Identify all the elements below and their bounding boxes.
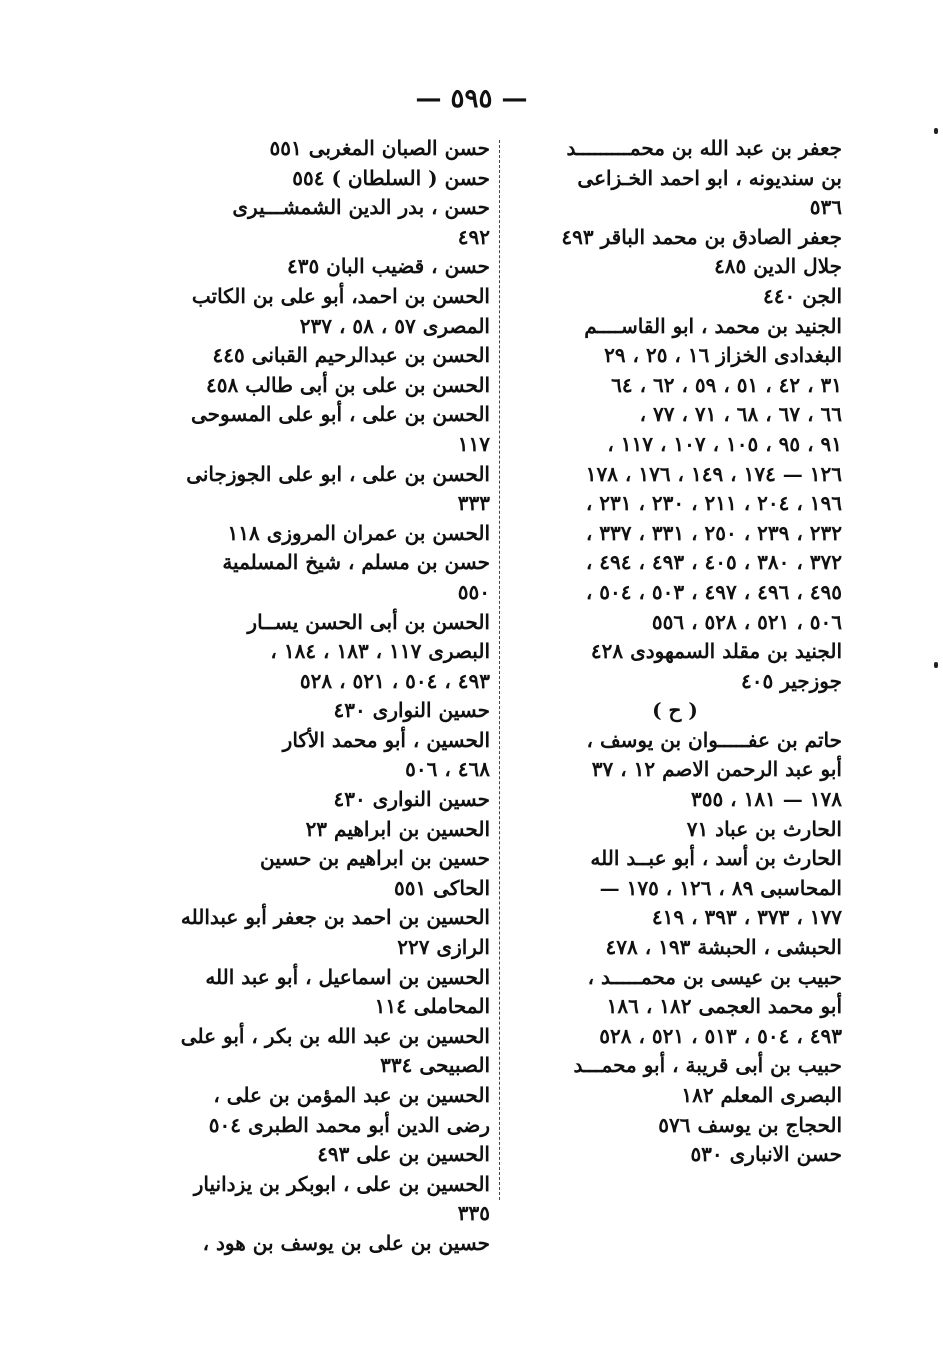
index-entry: حاتم بن عفـــــوان بن يوسف ، xyxy=(586,727,842,752)
index-entry: ٣١ ، ٤٢ ، ٥١ ، ٥٩ ، ٦٢ ، ٦٤ xyxy=(611,372,842,397)
index-entry: جعفر بن عبد الله بن محمـــــــــد xyxy=(566,136,842,160)
index-entry: الحبشى ، الحبشة ١٩٣ ، ٤٧٨ xyxy=(605,935,842,960)
index-entry: ٢٣٢ ، ٢٣٩ ، ٢٥٠ ، ٣٣١ ، ٣٣٧ ، xyxy=(585,520,842,545)
index-column-right xyxy=(508,134,842,1170)
index-entry: حبيب بن أبى قريبة ، أبو محمـــد xyxy=(573,1053,842,1078)
index-entry: الحسن بن عبدالرحيم القبانى ٤٤٥ xyxy=(212,343,490,368)
index-entry: الحارث بن عباد ٧١ xyxy=(686,816,842,841)
index-entry: ٤٩٥ ، ٤٩٦ ، ٤٩٧ ، ٥٠٣ ، ٥٠٤ ، xyxy=(585,579,842,604)
index-entry: جلال الدين ٤٨٥ xyxy=(714,254,842,279)
index-entry: الرازى ٢٢٧ xyxy=(397,935,490,960)
index-entry: حسن ( السلطان ) ٥٥٤ xyxy=(292,165,490,190)
index-entry: حبيب بن عيسى بن محمـــــد ، xyxy=(587,964,842,989)
index-entry: ٤٦٨ ، ٥٠٦ xyxy=(405,757,490,782)
index-entry: جوزجير ٤٠٥ xyxy=(741,668,842,693)
index-entry: المصرى ٥٧ ، ٥٨ ، ٢٣٧ xyxy=(299,313,490,338)
index-entry: ٦٦ ، ٦٧ ، ٦٨ ، ٧١ ، ٧٧ ، xyxy=(639,402,842,427)
index-entry: الحسين ، أبو محمد الأكار xyxy=(282,727,490,752)
index-entry: المحاسبى ٨٩ ، ١٢٦ ، ١٧٥ — xyxy=(599,875,842,900)
index-entry: الجنيد بن محمد ، ابو القاســــم xyxy=(584,313,842,338)
index-entry: الحسين بن عبد الله بن بكر ، أبو على xyxy=(180,1023,490,1048)
index-entry: حسن ، بدر الدين الشمشـــيرى xyxy=(232,195,490,220)
index-entry: الحسين بن اسماعيل ، أبو عبد الله xyxy=(205,964,490,989)
index-entry: ٥٣٦ xyxy=(809,195,842,220)
index-entry: الصبيحى ٣٣٤ xyxy=(380,1053,490,1078)
index-entry: الحسن بن أبى الحسن يســار xyxy=(247,609,490,634)
page-number: — ٥٩٥ — xyxy=(415,84,528,114)
index-entry: الحارث بن أسد ، أبو عبــد الله xyxy=(590,846,842,871)
index-entry: ٥٠٦ ، ٥٢١ ، ٥٢٨ ، ٥٥٦ xyxy=(651,609,842,634)
index-entry: الحسن بن عمران المروزى ١١٨ xyxy=(227,520,490,545)
index-entry: ٣٣٣ xyxy=(457,491,490,516)
index-entry: حسين بن على بن يوسف بن هود ، xyxy=(202,1230,490,1255)
index-entry: الحسين بن على ٤٩٣ xyxy=(317,1142,490,1167)
index-entry: أبو محمد العجمى ١٨٢ ، ١٨٦ xyxy=(606,994,842,1019)
index-entry: الحسين بن عبد المؤمن بن على ، xyxy=(213,1083,490,1107)
index-entry: البصرى ١١٧ ، ١٨٣ ، ١٨٤ ، xyxy=(270,639,490,664)
index-entry: ١٧٨ — ١٨١ ، ٣٥٥ xyxy=(690,787,842,812)
index-entry: الجنيد بن مقلد السمهودى ٤٢٨ xyxy=(590,639,842,664)
index-column-left xyxy=(150,134,490,1259)
index-entry: ١٧٧ ، ٣٧٣ ، ٣٩٣ ، ٤١٩ xyxy=(651,905,842,930)
index-entry: حسين النوارى ٤٣٠ xyxy=(333,698,490,723)
index-entry: ٤٩٣ ، ٥٠٤ ، ٥١٣ ، ٥٢١ ، ٥٢٨ xyxy=(599,1023,842,1048)
index-entry: ١٩٦ ، ٢٠٤ ، ٢١١ ، ٢٣٠ ، ٢٣١ ، xyxy=(585,491,842,516)
scan-speck xyxy=(934,128,938,134)
index-entry: ٣٧٢ ، ٣٨٠ ، ٤٠٥ ، ٤٩٣ ، ٤٩٤ ، xyxy=(585,550,842,575)
index-entry: الحسن بن على ، ابو على الجوزجانى xyxy=(186,461,490,486)
index-entry: أبو عبد الرحمن الاصم ١٢ ، ٣٧ xyxy=(591,757,842,782)
index-entry: البصرى المعلم ١٨٢ xyxy=(681,1083,842,1107)
index-entry: حسن الصبان المغربى ٥٥١ xyxy=(269,136,490,160)
index-entry: الحسن بن على ، أبو على المسوحى xyxy=(191,402,490,427)
index-entry: الحسن بن على بن أبى طالب ٤٥٨ xyxy=(206,372,490,397)
index-entry: ٩١ ، ٩٥ ، ١٠٥ ، ١٠٧ ، ١١٧ ، xyxy=(607,431,842,456)
index-entry: الحسين بن على ، ابوبكر بن يزدانيار xyxy=(193,1171,490,1196)
index-entry: الحسين بن ابراهيم ٢٣ xyxy=(305,816,490,841)
index-entry: ٤٩٣ ، ٥٠٤ ، ٥٢١ ، ٥٢٨ xyxy=(299,668,490,693)
index-entry: البغدادى الخزاز ١٦ ، ٢٥ ، ٢٩ xyxy=(604,343,842,368)
index-entry: ٣٣٥ xyxy=(457,1201,490,1226)
index-entry: الحسين بن احمد بن جعفر أبو عبدالله xyxy=(180,905,490,930)
index-entry: ١١٧ xyxy=(457,431,490,456)
index-entry: الحاكى ٥٥١ xyxy=(393,875,490,900)
index-entry: حسين النوارى ٤٣٠ xyxy=(333,787,490,812)
index-entry: حسن بن مسلم ، شيخ المسلمية xyxy=(222,550,490,575)
index-entry: رضى الدين أبو محمد الطبرى ٥٠٤ xyxy=(208,1112,490,1137)
column-divider xyxy=(499,140,500,1200)
index-entry: حسين بن ابراهيم بن حسين xyxy=(260,846,490,871)
index-entry: حسن ، قضيب البان ٤٣٥ xyxy=(286,254,490,279)
index-entry: ٤٩٢ xyxy=(457,224,490,249)
index-entry: الحجاج بن يوسف ٥٧٦ xyxy=(658,1112,842,1137)
index-entry: الجن ٤٤٠ xyxy=(763,283,842,308)
index-entry: الحسن بن احمد، أبو على بن الكاتب xyxy=(191,283,490,308)
index-entry: جعفر الصادق بن محمد الباقر ٤٩٣ xyxy=(561,224,842,249)
section-heading: ( ح ) xyxy=(652,698,698,723)
index-entry: بن سنديونه ، ابو احمد الخـزاعى xyxy=(577,165,842,190)
index-entry: المحاملى ١١٤ xyxy=(374,994,490,1019)
index-entry: ٥٥٠ xyxy=(457,579,490,604)
index-entry: ١٢٦ — ١٧٤ ، ١٤٩ ، ١٧٦ ، ١٧٨ xyxy=(585,461,842,486)
index-entry: حسن الانبارى ٥٣٠ xyxy=(690,1142,842,1167)
scan-speck xyxy=(934,662,938,668)
